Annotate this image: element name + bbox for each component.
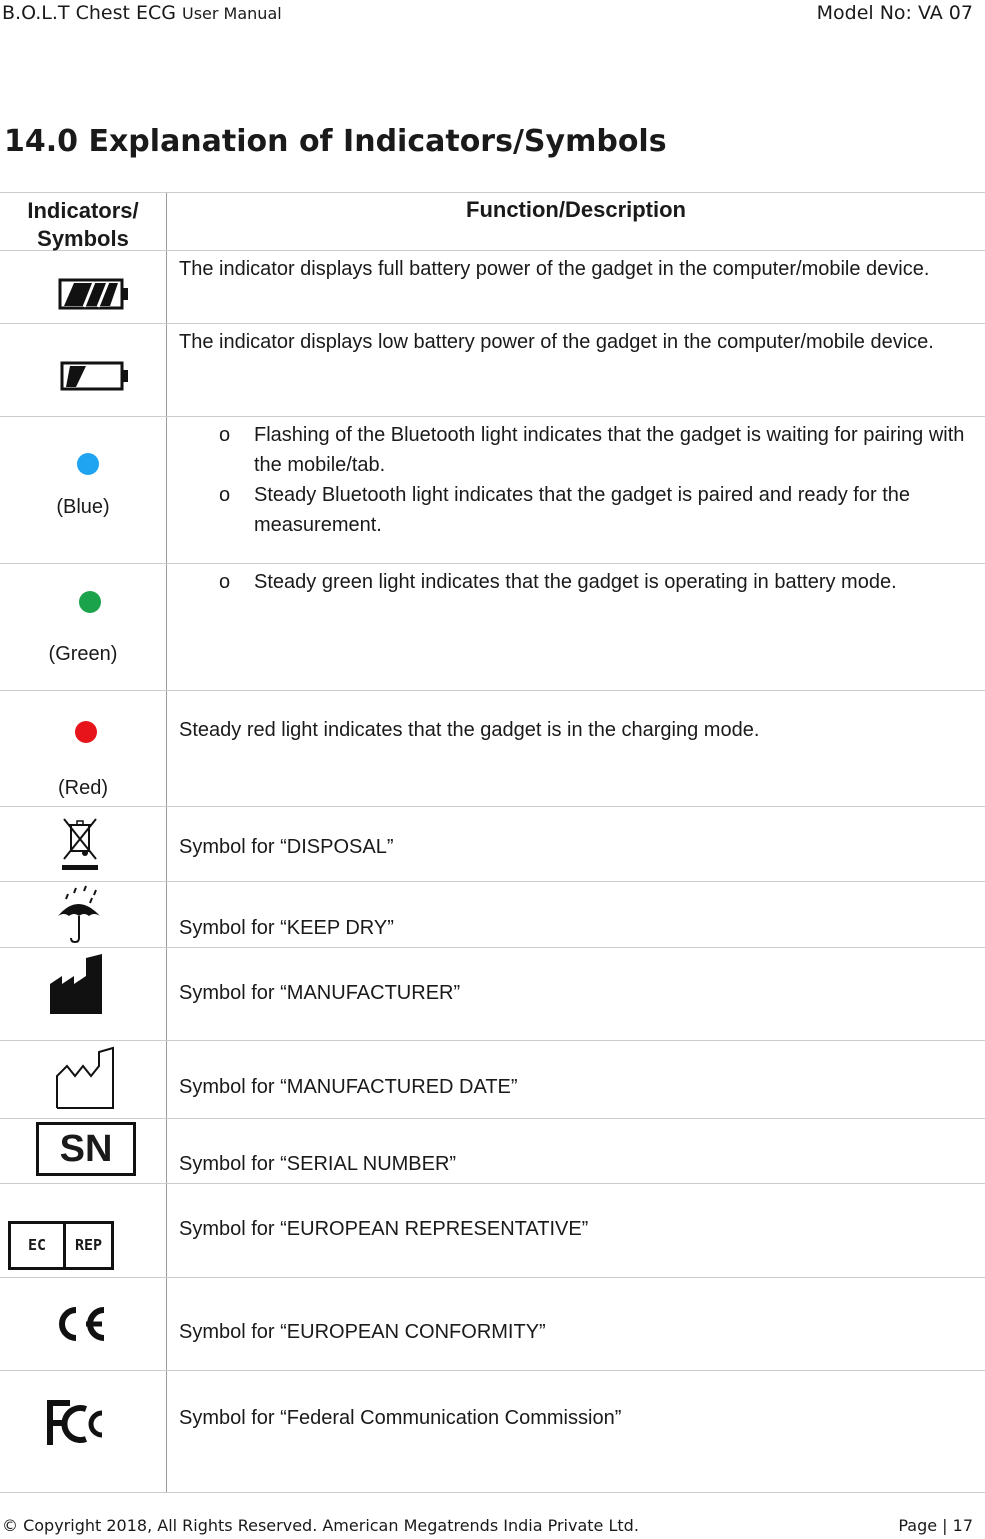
list-item: o Steady Bluetooth light indicates that the gadget is paired and ready for the measurement. xyxy=(179,480,981,540)
doc-subtitle-text: User Manual xyxy=(182,4,282,23)
description-text: Symbol for “SERIAL NUMBER” xyxy=(179,1153,457,1175)
green-indicator-cell xyxy=(0,564,167,690)
doc-title-text: B.O.L.T Chest ECG xyxy=(2,2,176,24)
red-indicator-cell xyxy=(0,691,167,806)
description-text: Symbol for “Federal Communication Commission” xyxy=(179,1407,622,1429)
description-text: Symbol for “EUROPEAN REPRESENTATIVE” xyxy=(179,1218,589,1240)
color-label: (Blue) xyxy=(56,496,110,518)
table-row xyxy=(0,416,985,563)
battery-full-icon xyxy=(0,251,167,323)
keep-dry-icon xyxy=(0,882,167,947)
description-text: Symbol for “MANUFACTURER” xyxy=(179,982,461,1004)
table-row xyxy=(0,323,985,416)
table-row xyxy=(0,1118,985,1183)
manufacturer-icon xyxy=(0,948,167,1040)
symbols-table xyxy=(0,192,985,1493)
list-item: o Flashing of the Bluetooth light indicates that the gadget is waiting for pairing with the mobile/tab. xyxy=(179,420,981,480)
description-text: Symbol for “MANUFACTURED DATE” xyxy=(179,1076,518,1098)
table-row xyxy=(0,1277,985,1370)
table-header-row xyxy=(0,192,985,250)
bullet-list xyxy=(179,567,981,597)
description-text: Symbol for “EUROPEAN CONFORMITY” xyxy=(179,1321,546,1343)
blue-indicator-cell xyxy=(0,417,167,563)
serial-number-icon xyxy=(36,1122,136,1176)
table-row xyxy=(0,1040,985,1118)
table-row xyxy=(0,690,985,806)
copyright-text: © Copyright 2018, All Rights Reserved. American Megatrends India Private Ltd. xyxy=(2,1516,639,1535)
bullet-list xyxy=(179,420,981,540)
ec-label: EC xyxy=(11,1224,66,1267)
color-label: (Green) xyxy=(48,643,118,665)
table-row xyxy=(0,881,985,947)
table-row xyxy=(0,563,985,690)
table-row xyxy=(0,1370,985,1493)
battery-low-icon xyxy=(0,324,167,416)
section-title: 14.0 Explanation of Indicators/Symbols xyxy=(4,124,667,159)
manufactured-date-icon xyxy=(0,1041,167,1118)
table-row xyxy=(0,250,985,323)
color-label: (Red) xyxy=(57,777,108,799)
blue-dot-icon xyxy=(77,453,99,475)
col-header-function: Function/Description xyxy=(466,197,686,222)
serial-number-symbol: SN xyxy=(59,1128,113,1170)
green-dot-icon xyxy=(79,591,101,613)
description-text: The indicator displays full battery power of the gadget in the computer/mobile device. xyxy=(179,258,930,280)
ec-rep-cell xyxy=(0,1184,167,1277)
table-row xyxy=(0,1183,985,1277)
document-title xyxy=(2,2,282,24)
description-text: Symbol for “KEEP DRY” xyxy=(179,917,394,939)
description-text: Symbol for “DISPOSAL” xyxy=(179,836,394,858)
rep-label: REP xyxy=(74,1236,103,1254)
table-row xyxy=(0,947,985,1040)
disposal-icon xyxy=(0,807,167,881)
description-text: The indicator displays low battery power of the gadget in the computer/mobile device. xyxy=(179,331,934,353)
red-dot-icon xyxy=(75,721,97,743)
table-row xyxy=(0,806,985,881)
page-number: Page | 17 xyxy=(898,1516,973,1535)
description-text: Steady red light indicates that the gadget is in the charging mode. xyxy=(179,719,760,741)
list-item: o Steady green light indicates that the gadget is operating in battery mode. xyxy=(179,567,981,597)
ce-mark-icon xyxy=(0,1278,167,1370)
fcc-icon xyxy=(0,1371,167,1492)
model-number: Model No: VA 07 xyxy=(816,2,973,24)
col-header-indicators: Indicators/ Symbols xyxy=(0,193,167,250)
ec-rep-icon xyxy=(8,1221,114,1270)
serial-number-cell xyxy=(0,1119,167,1183)
